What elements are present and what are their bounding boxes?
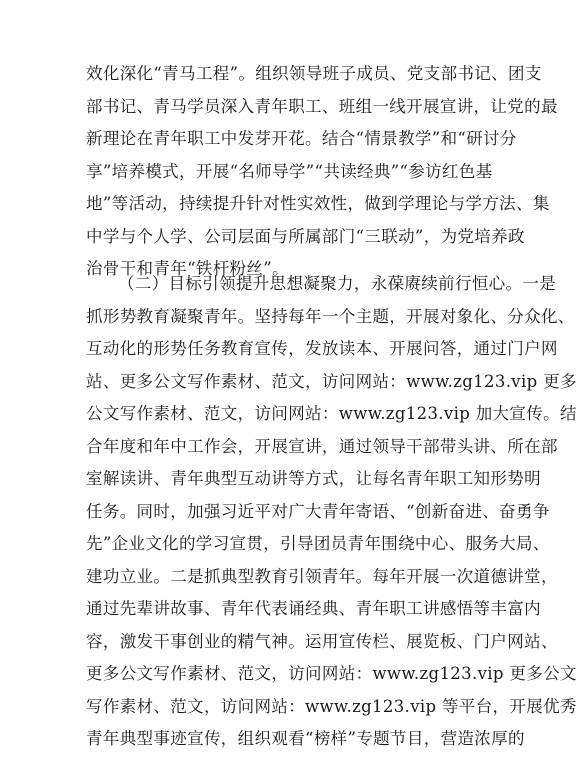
text-line: 地”等活动，持续提升针对性实效性，做到学理论与学方法、集	[86, 194, 550, 213]
text-line: 先”企业文化的学习宣贯，引导团员青年围绕中心、服务大局、	[86, 534, 550, 553]
text-line: 站、更多公文写作素材、范文，访问网站：www.zg123.vip 更多	[86, 371, 577, 391]
text-line: 青年典型事迹宣传，组织观看“榜样”专题节目，营造浓厚的	[86, 729, 525, 748]
text-line: 容，激发干事创业的精气神。运用宣传栏、展览板、门户网站、	[86, 631, 558, 651]
text-line: 更多公文写作素材、范文，访问网站：www.zg123.vip 更多公文	[86, 664, 577, 683]
text-line: 部书记、青马学员深入青年职工、班组一线开展宣讲，让党的最	[86, 96, 558, 116]
paragraph-goal-guidance	[86, 268, 577, 756]
section-heading-line: （二）目标引领提升思想凝聚力，永葆赓续前行恒心。一是	[118, 274, 557, 293]
paragraph-qingma-project	[86, 58, 558, 286]
text-line: 合年度和年中工作会，开展宣讲，通过领导干部带头讲、所在部	[86, 436, 558, 456]
text-line: 治骨干和青年“铁杆粉丝”。	[86, 259, 289, 278]
text-line: 效化深化“青马工程”。组织领导班子成员、党支部书记、团支	[86, 64, 542, 83]
text-line: 通过先辈讲故事、青年代表诵经典、青年职工讲感悟等丰富内	[86, 599, 541, 618]
text-line: 建功立业。二是抓典型教育引领青年。每年开展一次道德讲堂，	[86, 566, 558, 586]
text-line: 抓形势教育凝聚青年。坚持每年一个主题，开展对象化、分众化、	[86, 306, 575, 326]
text-line: 写作素材、范文，访问网站：www.zg123.vip 等平台，开展优秀	[86, 696, 577, 716]
text-line: 中学与个人学、公司层面与所属部门“三联动”，为党培养政	[86, 226, 525, 246]
text-line: 室解读讲、青年典型互动讲等方式，让每名青年职工知形势明	[86, 469, 541, 488]
text-line: 互动化的形势任务教育宣传，发放读本、开展问答，通过门户网	[86, 339, 558, 358]
text-line: 任务。同时，加强习近平对广大青年寄语、“创新奋进、奋勇争	[86, 501, 550, 521]
text-line: 公文写作素材、范文，访问网站：www.zg123.vip 加大宣传。结	[86, 404, 577, 423]
text-line: 享”培养模式，开展“名师导学”“共读经典”“参访红色基	[86, 161, 493, 181]
text-line: 新理论在青年职工中发芽开花。结合“情景教学”和“研讨分	[86, 129, 517, 148]
